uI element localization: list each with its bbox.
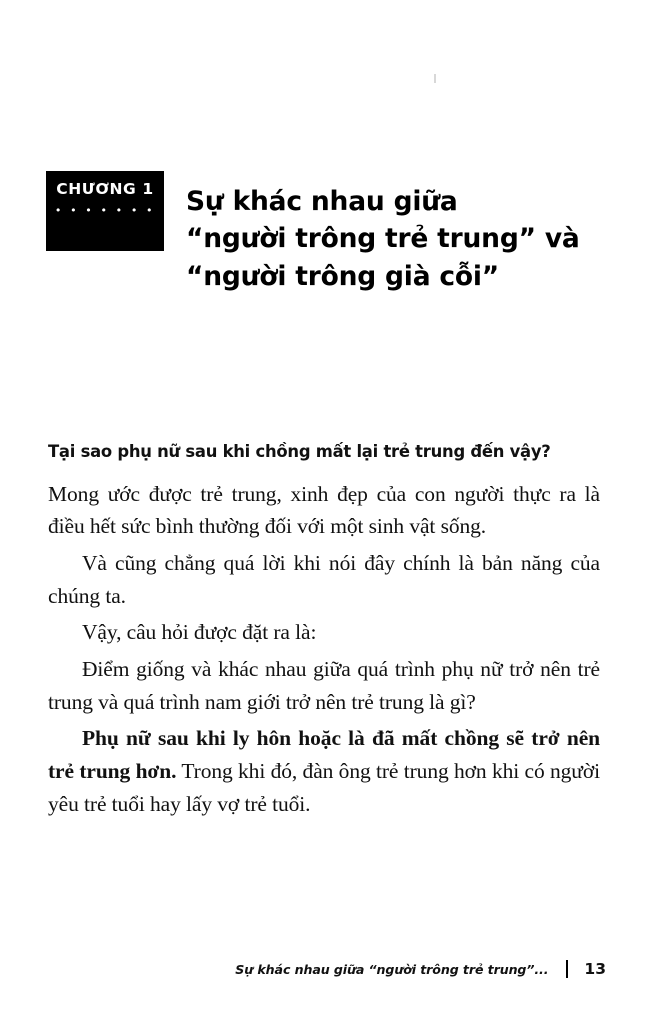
paragraph-5-emphasis: Phụ nữ sau khi ly hôn hoặc là đã mất chồng sẽ trở nên trẻ trung hơn.	[48, 726, 600, 783]
running-title: Sự khác nhau giữa “người trông trẻ trung”...	[235, 961, 549, 977]
paragraph-5-rest: Trong khi đó, đàn ông trẻ trung hơn khi có người yêu trẻ tuổi hay lấy vợ trẻ tuổi.	[48, 758, 600, 816]
paragraph-4: Điểm giống và khác nhau giữa quá trình phụ nữ trở nên trẻ trung và quá trình nam giới trở nên trẻ trung là gì?	[48, 656, 600, 714]
chapter-title-line-3: “người trông già cỗi”	[186, 261, 500, 292]
chapter-title-line-2: “người trông trẻ trung” và	[186, 223, 580, 255]
paragraph-1: Mong ước được trẻ trung, xinh đẹp của con người thực ra là điều hết sức bình thường đối với một sinh vật sống.	[48, 481, 600, 539]
chapter-number-badge	[46, 171, 164, 251]
print-speck	[434, 74, 436, 83]
paragraph-5	[48, 722, 600, 820]
body-copy	[48, 440, 600, 824]
chapter-title-line-1: Sự khác nhau giữa	[186, 185, 458, 217]
chapter-title	[186, 183, 580, 296]
paragraph-2: Và cũng chẳng quá lời khi nói đây chính là bản năng của chúng ta.	[48, 550, 600, 608]
page-footer	[0, 960, 606, 978]
lead-question: Tại sao phụ nữ sau khi chồng mất lại trẻ trung đến vậy?	[48, 442, 551, 461]
paragraph-3: Vậy, câu hỏi được đặt ra là:	[82, 620, 317, 645]
chapter-badge-label: CHƯƠNG 1	[56, 180, 154, 198]
chapter-badge-dots: • • • • • • •	[54, 203, 156, 217]
page-number: 13	[584, 960, 606, 978]
chapter-heading	[46, 165, 610, 313]
footer-divider	[566, 960, 568, 978]
